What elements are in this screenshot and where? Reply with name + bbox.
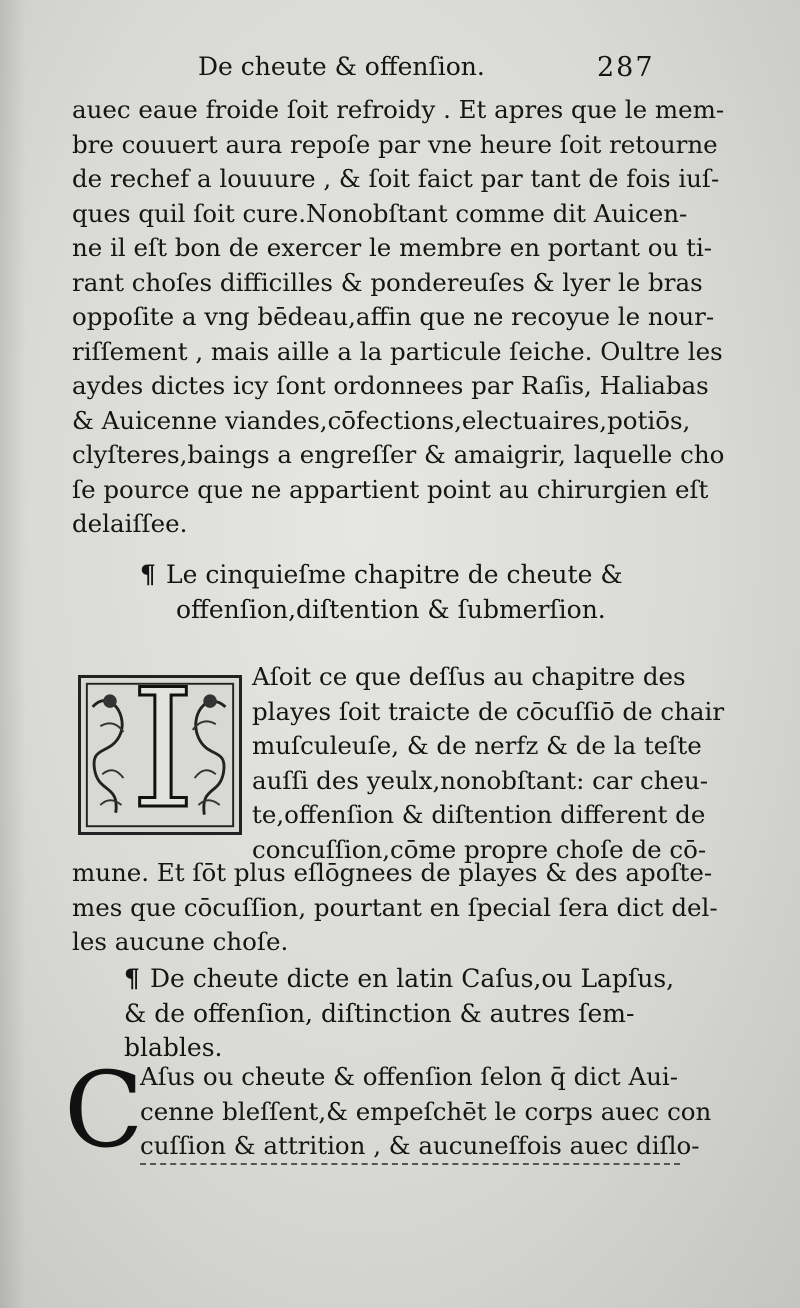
paragraph-continuation	[72, 93, 725, 542]
text-line: cuſſion & attrition , & aucuneſfois auec diſlo-	[140, 1131, 700, 1160]
text-line: mes que cōcuſſion, pourtant en ſpecial ſera dict del-	[72, 892, 718, 922]
drop-cap: C	[64, 1049, 144, 1171]
pilcrow-icon: ¶	[140, 560, 156, 589]
text-line: auſſi des yeulx,nonobſtant: car cheu-	[252, 765, 709, 795]
initial-letter: I	[130, 654, 196, 845]
text-line: rant choſes difficilles & pondereuſes & lyer le bras	[72, 267, 703, 297]
decorated-initial-woodcut	[78, 654, 242, 845]
text-line: playes ſoit traicte de cōcuſſiō de chair	[252, 696, 725, 726]
page-number: 287	[597, 52, 655, 83]
text-line: & Auicenne viandes,cōfections,electuaires,potiōs,	[72, 405, 691, 435]
text-line: te,offenſion & diſtention different de	[252, 800, 706, 829]
text-line: les aucune choſe.	[72, 927, 289, 956]
text-line: aydes dictes icy ſont ordonnees par Raſis, Haliabas	[72, 371, 709, 400]
text-line: Aſus ou cheute & offenſion ſelon q̄ dict Aui-	[140, 1062, 679, 1091]
subheading-text: De cheute dicte en latin Caſus,ou Lapſus,	[150, 964, 675, 993]
chapter-heading	[140, 558, 660, 627]
heading-text: Le cinquieſme chapitre de cheute &	[166, 560, 623, 589]
text-line: oppoſite a vng bēdeau,affin que ne recoyue le nour-	[72, 302, 715, 331]
paragraph-drop-cap	[140, 1060, 712, 1164]
running-title: De cheute & offenſion.	[198, 52, 485, 81]
text-line: muſculeuſe, & de nerfz & de la teſte	[252, 731, 702, 760]
text-line: ſe pource que ne appartient point au chirurgien eſt	[72, 474, 709, 504]
text-line: Aſoit ce que deſſus au chapitre des	[252, 662, 686, 691]
text-line: concuſſion,cōme propre choſe de cō-	[252, 834, 707, 864]
subheading	[124, 962, 675, 1066]
catchline-rule	[140, 1163, 680, 1165]
page-gutter-shadow	[0, 0, 26, 1308]
paragraph-full-width	[72, 856, 718, 960]
text-line: ne il eſt bon de exercer le membre en portant ou ti-	[72, 233, 713, 262]
heading-line: offenſion,diſtention & ſubmerſion.	[176, 594, 606, 624]
heading-line	[140, 558, 660, 593]
text-line: bre couuert aura repoſe par vne heure ſoit retourne	[72, 129, 718, 159]
page-header	[0, 48, 800, 88]
subheading-line: blables.	[124, 1033, 223, 1062]
text-line: cenne bleſſent,& empeſchēt le corps auec con	[140, 1096, 712, 1126]
text-line: ques quil ſoit cure.Nonobſtant comme dit Auicen-	[72, 198, 688, 228]
pilcrow-icon: ¶	[124, 964, 140, 993]
text-line: mune. Et ſōt plus eſlōgnees de playes & des apoſte-	[72, 858, 713, 887]
text-line: delaiſſee.	[72, 509, 188, 538]
text-line: riſſement , mais aille a la particule ſeiche. Oultre les	[72, 336, 723, 366]
text-line: de rechef a louuure , & ſoit faict par tant de fois iuſ-	[72, 164, 720, 193]
text-line: auec eaue froide ſoit refroidy . Et apres que le mem-	[72, 95, 725, 124]
subheading-line	[124, 962, 675, 997]
paragraph-beside-initial	[252, 660, 725, 867]
text-line: clyſteres,baings a engreſſer & amaigrir, laquelle cho	[72, 440, 725, 469]
subheading-line: & de offenſion, diſtinction & autres ſem-	[124, 998, 635, 1028]
